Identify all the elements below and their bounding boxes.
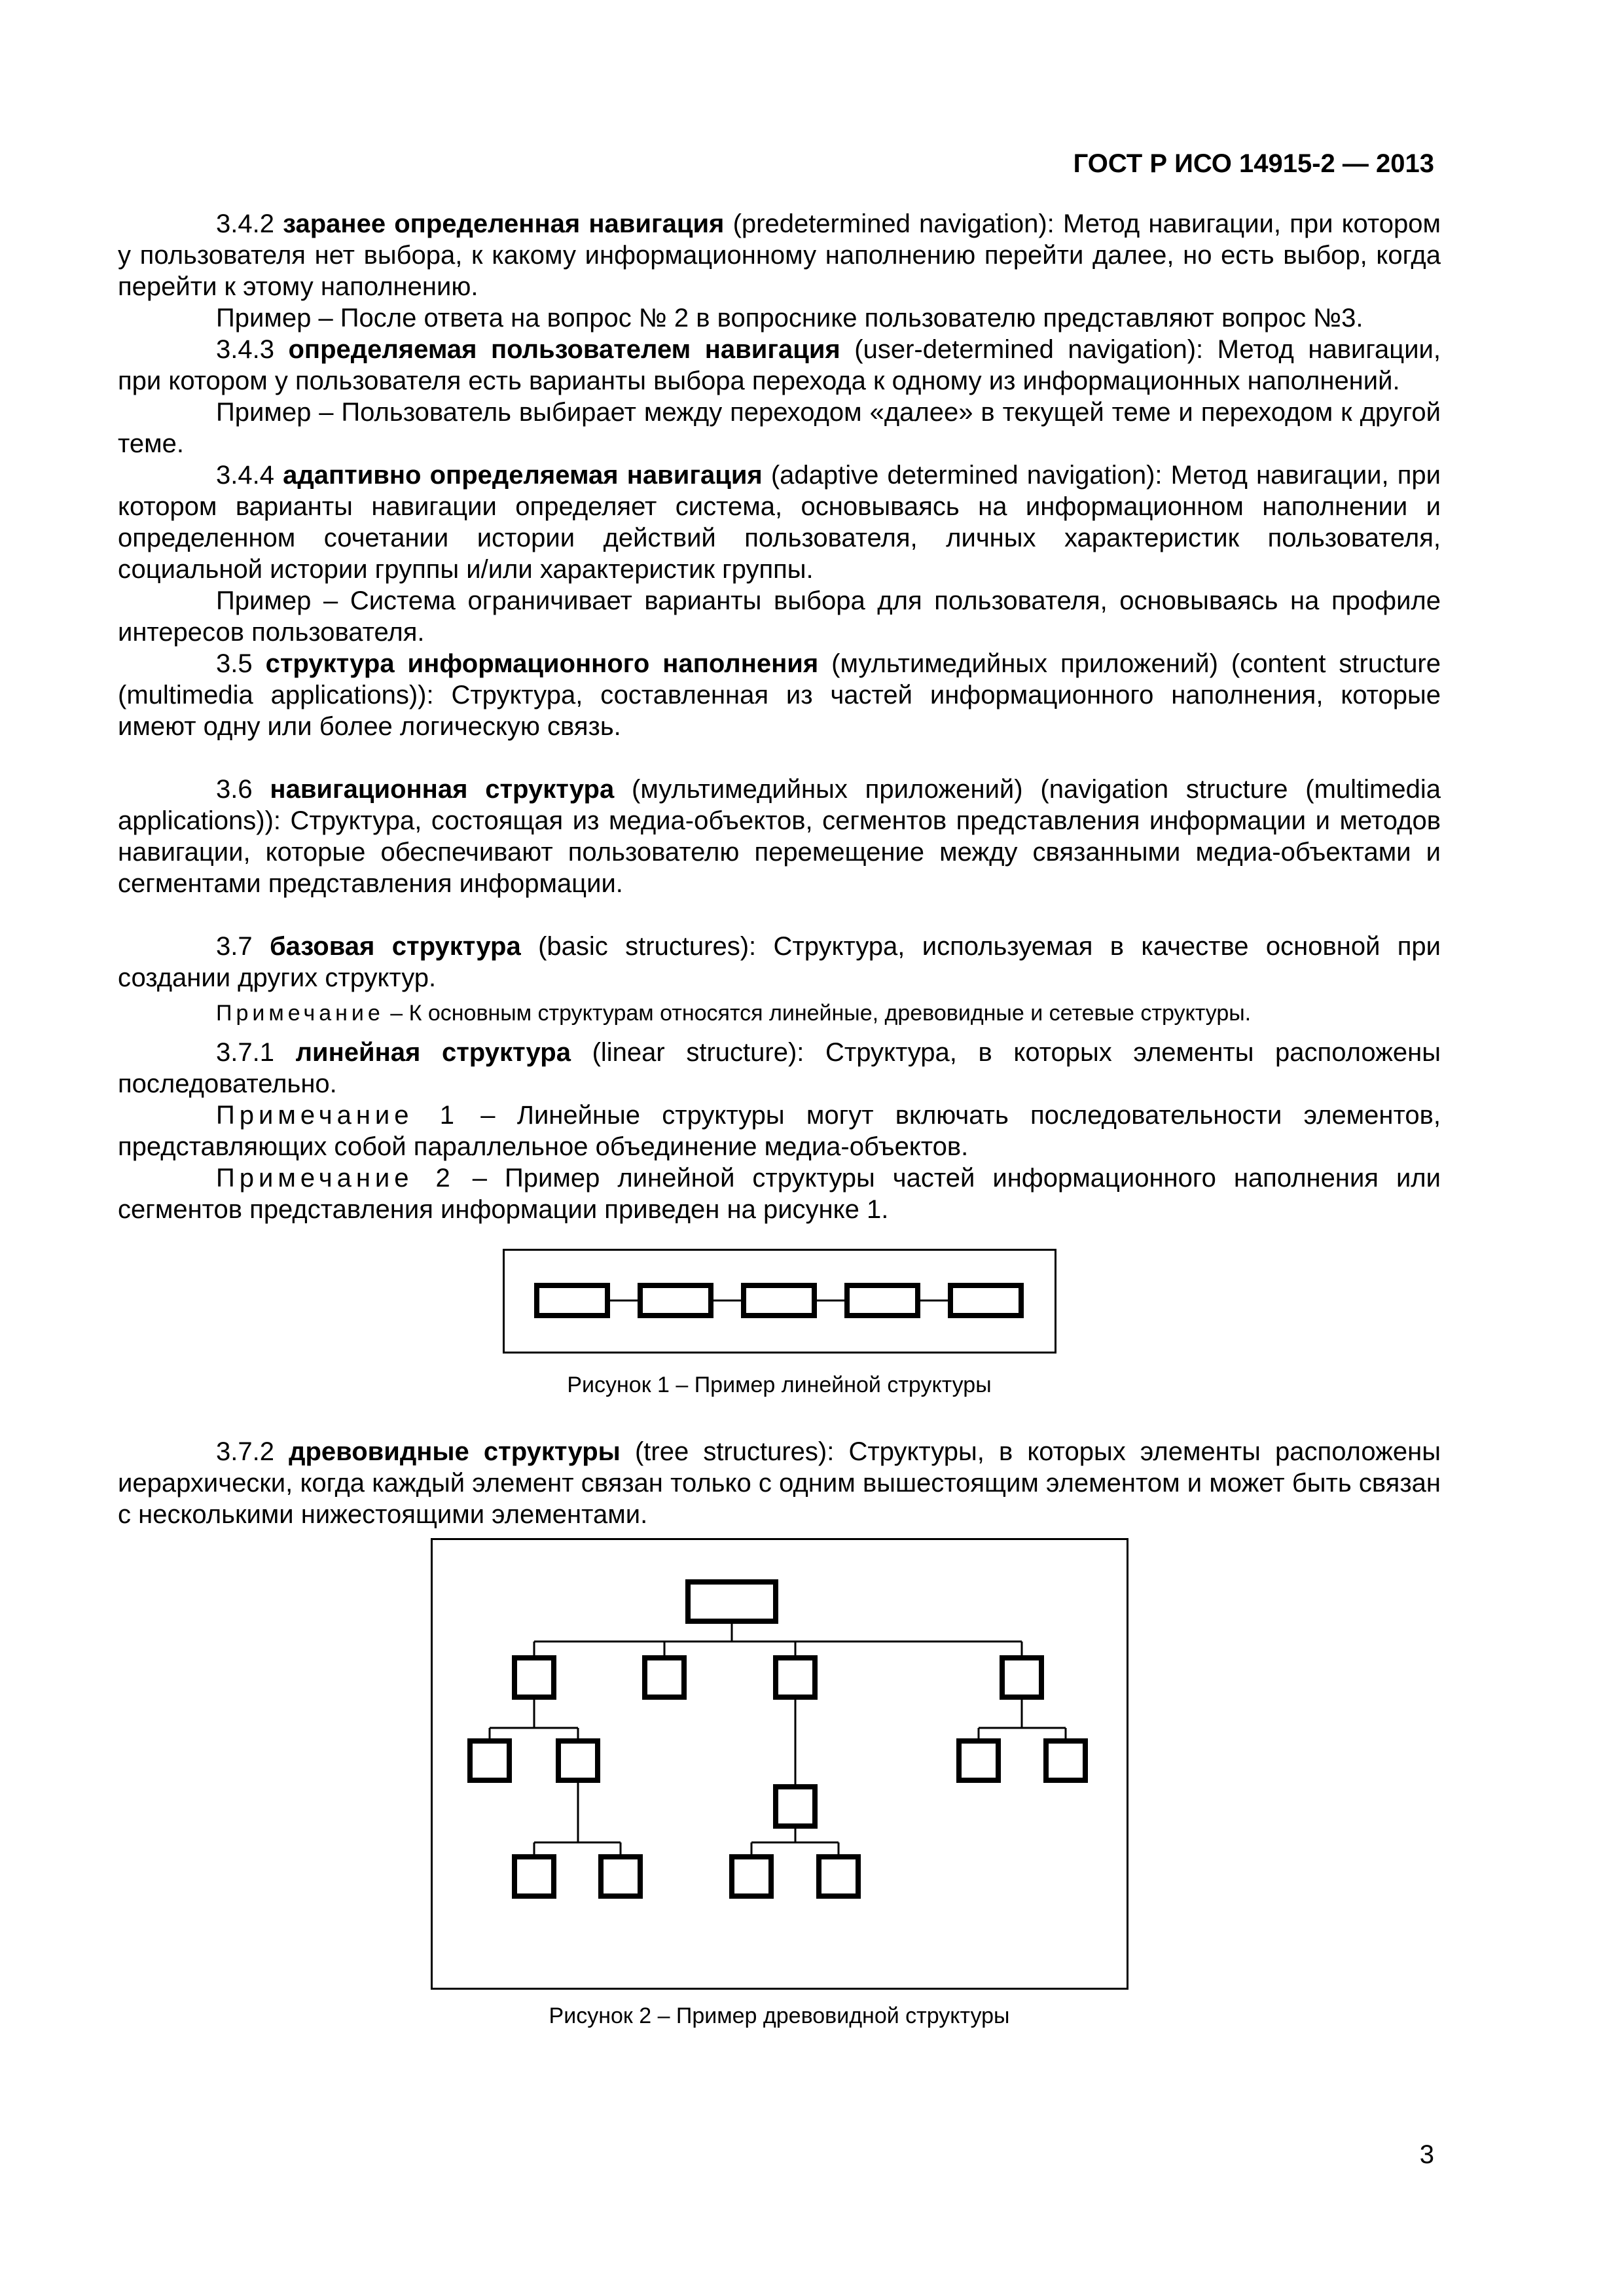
section-3-4-2 bbox=[118, 208, 1441, 302]
definition: (linear structure): Структура, в которых элементы расположены последовательно. bbox=[118, 1038, 1441, 1098]
example: Пример – Система ограничивает варианты выбора для пользователя, основываясь на профиле интересов пользователя. bbox=[118, 586, 1441, 647]
example: Пример – Пользователь выбирает между переходом «далее» в текущей теме и переходом к другой теме. bbox=[118, 398, 1441, 458]
node-box bbox=[819, 1857, 858, 1896]
figure-2-tree-structure bbox=[431, 1538, 1128, 1990]
definition: (predetermined navigation): Метод навигации, при котором у пользователя нет выбора, к какому информационному наполнению перейти далее, но есть выбор, когда перейти к этому наполнению. bbox=[118, 209, 1441, 301]
section-3-7-2 bbox=[118, 1436, 1441, 1530]
section-number: 3.7 bbox=[216, 932, 270, 961]
node-box bbox=[732, 1857, 771, 1896]
section-3-4-3 bbox=[118, 334, 1441, 397]
section-number: 3.4.2 bbox=[216, 209, 283, 238]
definition: (мультимедийных приложений) (navigation structure (multimedia applications)): Структура, состоящая из медиа-объектов, сегментов представления информации и методов навигации, которые обеспечивают пользователю перемещение между связанными медиа-объектами и сегментами представления информации. bbox=[118, 775, 1441, 898]
note-label: Примечание 1 bbox=[216, 1101, 459, 1130]
term: базовая структура bbox=[269, 932, 521, 961]
node-box bbox=[950, 1285, 1021, 1316]
spacer bbox=[118, 742, 1441, 774]
note-text: – Пример линейной структуры частей информационного наполнения или сегментов представления информации приведен на рисунке 1. bbox=[118, 1164, 1441, 1224]
definition: (мультимедийных приложений) (content structure (multimedia applications)): Структура, составленная из частей информационного наполнения, которые имеют одну или более логическую связь. bbox=[118, 649, 1441, 741]
note-text: – К основным структурам относятся линейные, древовидные и сетевые структуры. bbox=[384, 1001, 1252, 1026]
section-3-6 bbox=[118, 774, 1441, 899]
definition: (user-determined navigation): Метод навигации, при котором у пользователя есть варианты выбора перехода к одному из информационных наполнений. bbox=[118, 335, 1441, 395]
node-box bbox=[1046, 1741, 1085, 1780]
term: определяемая пользователем навигация bbox=[288, 335, 840, 364]
example: Пример – После ответа на вопрос № 2 в вопроснике пользователю представляют вопрос №3. bbox=[216, 304, 1363, 332]
term: древовидные структуры bbox=[289, 1437, 621, 1466]
node-box bbox=[645, 1658, 684, 1697]
definition: (tree structures): Структуры, в которых элементы расположены иерархически, когда каждый элемент связан только с одним вышестоящим элементом и может быть связан с несколькими нижестоящими элементами. bbox=[118, 1437, 1441, 1529]
section-number: 3.6 bbox=[216, 775, 270, 804]
term: навигационная структура bbox=[270, 775, 615, 804]
tree-nodes bbox=[470, 1582, 1085, 1896]
document-header: ГОСТ Р ИСО 14915-2 — 2013 bbox=[1073, 149, 1434, 178]
section-number: 3.5 bbox=[216, 649, 266, 678]
section-3-5 bbox=[118, 648, 1441, 742]
document-body bbox=[118, 208, 1441, 2030]
node-box bbox=[776, 1787, 815, 1826]
definition: (basic structures): Структура, используемая в качестве основной при создании других структур. bbox=[118, 932, 1441, 992]
node-box bbox=[959, 1741, 998, 1780]
spacer bbox=[118, 899, 1441, 931]
note-label: Примечание 2 bbox=[216, 1164, 455, 1193]
term: структура информационного наполнения bbox=[265, 649, 819, 678]
node-box bbox=[514, 1658, 554, 1697]
section-3-7 bbox=[118, 931, 1441, 994]
root-node bbox=[688, 1582, 776, 1621]
node-box bbox=[1002, 1658, 1041, 1697]
section-number: 3.7.2 bbox=[216, 1437, 289, 1466]
note-1 bbox=[118, 1100, 1441, 1162]
figure-1-caption: Рисунок 1 – Пример линейной структуры bbox=[567, 1372, 992, 1397]
node-box bbox=[601, 1857, 640, 1896]
node-box bbox=[847, 1285, 918, 1316]
section-number: 3.7.1 bbox=[216, 1038, 296, 1067]
section-number: 3.4.4 bbox=[216, 461, 283, 490]
node-box bbox=[776, 1658, 815, 1697]
node-box bbox=[744, 1285, 814, 1316]
node-box bbox=[537, 1285, 607, 1316]
term: линейная структура bbox=[295, 1038, 571, 1067]
node-box bbox=[558, 1741, 598, 1780]
note-2 bbox=[118, 1162, 1441, 1225]
note-label: Примечание bbox=[216, 1001, 384, 1026]
section-3-7-1 bbox=[118, 1037, 1441, 1100]
node-box bbox=[640, 1285, 711, 1316]
term: заранее определенная навигация bbox=[283, 209, 725, 238]
section-number: 3.4.3 bbox=[216, 335, 289, 364]
section-3-4-4 bbox=[118, 459, 1441, 585]
figure-2-caption: Рисунок 2 – Пример древовидной структуры bbox=[549, 2003, 1010, 2028]
figure-1-linear-structure bbox=[503, 1249, 1056, 1354]
note bbox=[118, 999, 1441, 1028]
note-text: – Линейные структуры могут включать последовательности элементов, представляющих собой параллельное объединение медиа-объектов. bbox=[118, 1101, 1441, 1161]
node-box bbox=[470, 1741, 509, 1780]
figure-frame bbox=[431, 1539, 1127, 1989]
term: адаптивно определяемая навигация bbox=[283, 461, 763, 490]
node-box bbox=[514, 1857, 554, 1896]
definition: (adaptive determined navigation): Метод навигации, при котором варианты навигации определяет система, основываясь на информационном наполнении и определенном сочетании истории действий пользователя, личных характеристик пользователя, социальной истории группы и/или характеристик группы. bbox=[118, 461, 1441, 584]
page-number: 3 bbox=[1419, 2140, 1434, 2169]
